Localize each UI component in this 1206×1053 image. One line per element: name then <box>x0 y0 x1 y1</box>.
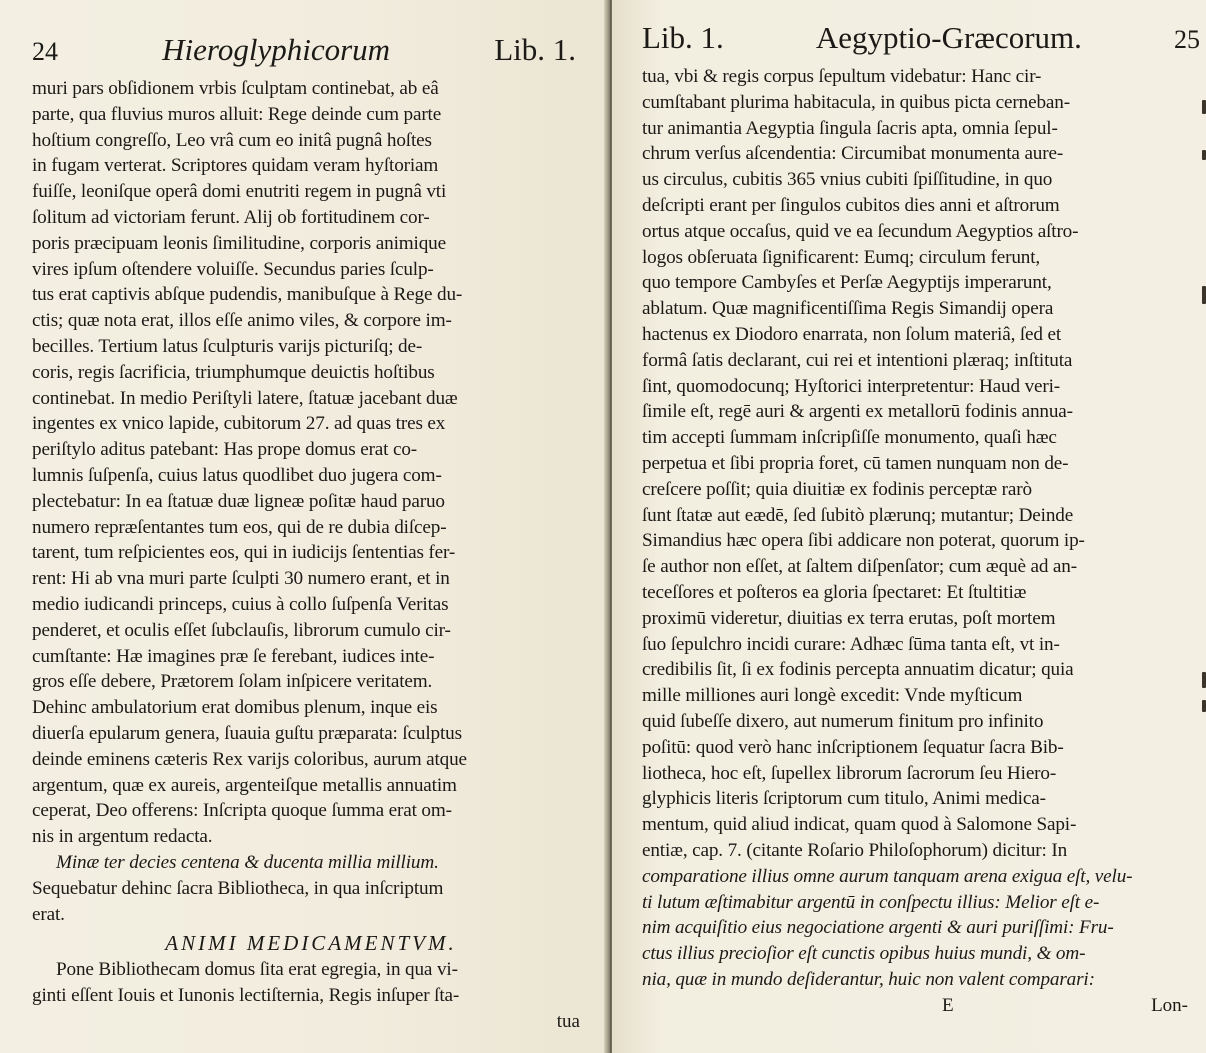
text-line: diuerſa epularum genera, ſuauia guſtu præparata: ſculptus <box>32 722 462 744</box>
right-page <box>612 0 1206 1053</box>
text-line: coris, regis ſacrificia, triumphumque deuictis hoſtibus <box>32 361 435 383</box>
text-line: ingentes ex vnico lapide, cubitorum 27. ad quas tres ex <box>32 413 446 435</box>
text-line: cumſtabant plurima habitacula, in quibus picta cerneban- <box>642 91 1070 113</box>
text-line: deinde eminens cæteris Rex varijs coloribus, aurum atque <box>32 748 467 770</box>
left-book-label: Lib. 1. <box>494 32 576 67</box>
text-line: in fugam verterat. Scriptores quidam veram hyſtoriam <box>32 155 439 177</box>
text-line: hactenus ex Diodoro enarrata, non ſolum materiâ, ſed et <box>642 323 1062 345</box>
right-running-head <box>642 18 1200 62</box>
text-line: glyphicis literis ſcriptorum cum titulo, Animi medica- <box>642 788 1046 810</box>
text-line: periſtylo aditus patebant: Has prope domus erat co- <box>32 439 418 461</box>
text-line: mille milliones auri longè excedit: Vnde myſticum <box>642 685 1023 707</box>
text-line: creſcere poſſit; quia diuitiæ ex fodinis perceptæ rarò <box>642 478 1032 500</box>
text-line: numero repræſentantes tum eos, qui de re dubia diſcep- <box>32 516 447 538</box>
text-line: formâ ſatis declarant, cui rei et intentioni plæraq; inſtituta <box>642 349 1073 371</box>
text-line: argentum, quæ ex aureis, argenteiſque metallis annuatim <box>32 774 457 796</box>
text-line: ablatum. Quæ magnificentiſſima Regis Simandij opera <box>642 298 1054 320</box>
text-line: ſuo ſepulchro incidi curare: Adhæc ſūma tanta eſt, vt in- <box>642 633 1060 655</box>
right-page-number: 25 <box>1174 25 1200 54</box>
text-line: parte, qua fluvius muros alluit: Rege deinde cum parte <box>32 103 442 125</box>
text-line: medio iudicandi princeps, cuius à collo ſuſpenſa Veritas <box>32 593 449 615</box>
text-line: nis in argentum redacta. <box>32 826 213 848</box>
text-line: poſitū: quod verò hanc inſcriptionem ſequatur ſacra Bib- <box>642 736 1064 758</box>
right-catchword: Lon- <box>1151 994 1188 1016</box>
text-line: ortus atque occaſus, quid ve ea ſecundum Aegyptios aſtro- <box>642 220 1079 242</box>
text-line: continebat. In medio Periſtyli latere, ſtatuæ jacebant duæ <box>32 387 458 409</box>
text-line: ſolitum ad victoriam ferunt. Alij ob fortitudinem cor- <box>32 206 430 228</box>
right-signature-line <box>642 993 1200 1019</box>
left-body-text <box>32 76 590 1035</box>
text-line: plectebatur: In ea ſtatuæ duæ ligneæ poſitæ haud paruo <box>32 490 445 512</box>
text-line: Dehinc ambulatorium erat domibus plenum, inque eis <box>32 697 438 719</box>
right-book-label: Lib. 1. <box>642 20 724 55</box>
text-line: gros eſſe debere, Prætorem ſolam inſpicere veritatem. <box>32 671 433 693</box>
text-line: becilles. Tertium latus ſculpturis varijs picturiſq; de- <box>32 335 423 357</box>
quotation-line: ctus illius precioſior eſt cunctis opibus huius mundi, & om- <box>642 943 1086 965</box>
text-line: ſimile eſt, regē auri & argenti ex metallorū fodinis annua- <box>642 401 1073 423</box>
right-body-text <box>642 64 1200 1019</box>
text-line: quo tempore Cambyſes et Perſæ Aegyptijs imperarunt, <box>642 272 1052 294</box>
text-line: perpetua et ſibi propria foret, cū tamen nunquam non de- <box>642 452 1069 474</box>
left-running-title: Hieroglyphicorum <box>162 32 391 67</box>
text-line: mentum, quid aliud indicat, quam quod à Salomone Sapi- <box>642 814 1077 836</box>
text-line: quid ſubeſſe dixero, aut numerum finitum pro infinito <box>642 710 1044 732</box>
text-line: ginti eſſent Iouis et Iunonis lectiſternia, Regis inſuper ſta- <box>32 985 460 1007</box>
text-line: Sequebatur dehinc ſacra Bibliotheca, in qua inſcriptum <box>32 877 444 899</box>
text-line: chrum verſus aſcendentia: Circumibat monumenta aure- <box>642 143 1064 165</box>
text-line: tus erat captivis abſque pudendis, manibuſque à Rege du- <box>32 284 463 306</box>
left-running-head <box>32 30 590 74</box>
right-running-title: Aegyptio-Græcorum. <box>815 20 1082 55</box>
sum-inscription-line: Minæ ter decies centena & ducenta millia millium. <box>56 851 439 873</box>
text-line: entiæ, cap. 7. (citante Roſario Philoſophorum) dicitur: In <box>642 839 1068 861</box>
text-line: us circulus, cubitis 365 vnius cubiti ſpiſſitudine, in quo <box>642 169 1053 191</box>
text-line: ctis; quæ nota erat, illos eſſe animo viles, & corpore im- <box>32 310 452 332</box>
text-line: tur animantia Aegyptia ſingula ſacris apta, omnia ſepul- <box>642 117 1058 139</box>
text-line: deſcripti erant per ſingulos cubitos dies anni et aſtrorum <box>642 194 1060 216</box>
text-line: vires ipſum oſtendere voluiſſe. Secundus paries ſculp- <box>32 258 434 280</box>
left-page-number: 24 <box>32 37 58 66</box>
text-line: ceperat, Deo offerens: Inſcripta quoque ſumma erat om- <box>32 800 452 822</box>
text-line: logos obſeruata ſignificarent: Eumq; circulum ferunt, <box>642 246 1041 268</box>
left-catchword: tua <box>556 1010 580 1032</box>
text-line: penderet, et oculis eſſet ſubclauſis, librorum cumulo cir- <box>32 619 451 641</box>
text-line: liotheca, hoc eſt, ſupellex librorum ſacrorum ſeu Hiero- <box>642 762 1057 784</box>
text-line: cumſtante: Hæ imagines præ ſe ferebant, iudices inte- <box>32 645 435 667</box>
text-line: teceſſores et poſteros ea gloria ſpectaret: Et ſtultitiæ <box>642 581 1027 603</box>
quotation-line: nia, quæ in mundo deſiderantur, huic non valent comparari: <box>642 968 1095 990</box>
text-line: tim accepti ſummam inſcripſiſſe monumento, quaſi hæc <box>642 427 1057 449</box>
text-line: rent: Hi ab vna muri parte ſculpti 30 numero erant, et in <box>32 568 450 590</box>
text-line: fuiſſe, leoniſque operâ domi enutriti regem in pugnâ vti <box>32 181 447 203</box>
left-catchword-line <box>32 1009 590 1035</box>
text-line: proximū videretur, diuitias ex terra erutas, poſt mortem <box>642 607 1056 629</box>
text-line: erat. <box>32 903 65 925</box>
text-line: tarent, tum reſpicientes eos, qui in iudicijs ſententias fer- <box>32 542 456 564</box>
signature-mark: E <box>942 994 954 1016</box>
text-line: muri pars obſidionem vrbis ſculptam continebat, ab eâ <box>32 78 439 99</box>
page-edge-marks <box>1200 60 1206 760</box>
quotation-line: nim acquiſitio eius negociatione argenti & auri puriſſimi: Fru- <box>642 917 1114 939</box>
section-heading: ANIMI MEDICAMENTVM. <box>165 931 457 956</box>
quotation-line: comparatione illius omne aurum tanquam arena exigua eſt, velu- <box>642 865 1133 887</box>
text-line: hoſtium congreſſo, Leo vrâ cum eo initâ pugnâ hoſtes <box>32 129 432 151</box>
text-line: ſint, quomodocunq; Hyſtorici interpretentur: Haud veri- <box>642 375 1061 397</box>
text-line: lumnis ſuſpenſa, cuius latus quodlibet duo jugera com- <box>32 464 442 486</box>
text-line: credibilis ſit, ſi ex fodinis percepta annuatim dicatur; quia <box>642 659 1074 681</box>
text-line: tua, vbi & regis corpus ſepultum videbatur: Hanc cir- <box>642 66 1042 87</box>
quotation-line: ti lutum æſtimabitur argentū in conſpectu illius: Melior eſt e- <box>642 891 1100 913</box>
text-line: poris præcipuam leonis ſimilitudine, corporis animique <box>32 232 446 254</box>
text-line: Simandius hæc opera ſibi addicare non poterat, quorum ip- <box>642 530 1085 552</box>
text-line: Pone Bibliothecam domus ſita erat egregia, in qua vi- <box>56 959 458 981</box>
text-line: ſe author non eſſet, at ſaltem diſpenſator; cum æquè ad an- <box>642 556 1077 578</box>
text-line: ſunt ſtatæ aut eædē, ſed ſubitò plærunq; mutantur; Deinde <box>642 504 1074 526</box>
